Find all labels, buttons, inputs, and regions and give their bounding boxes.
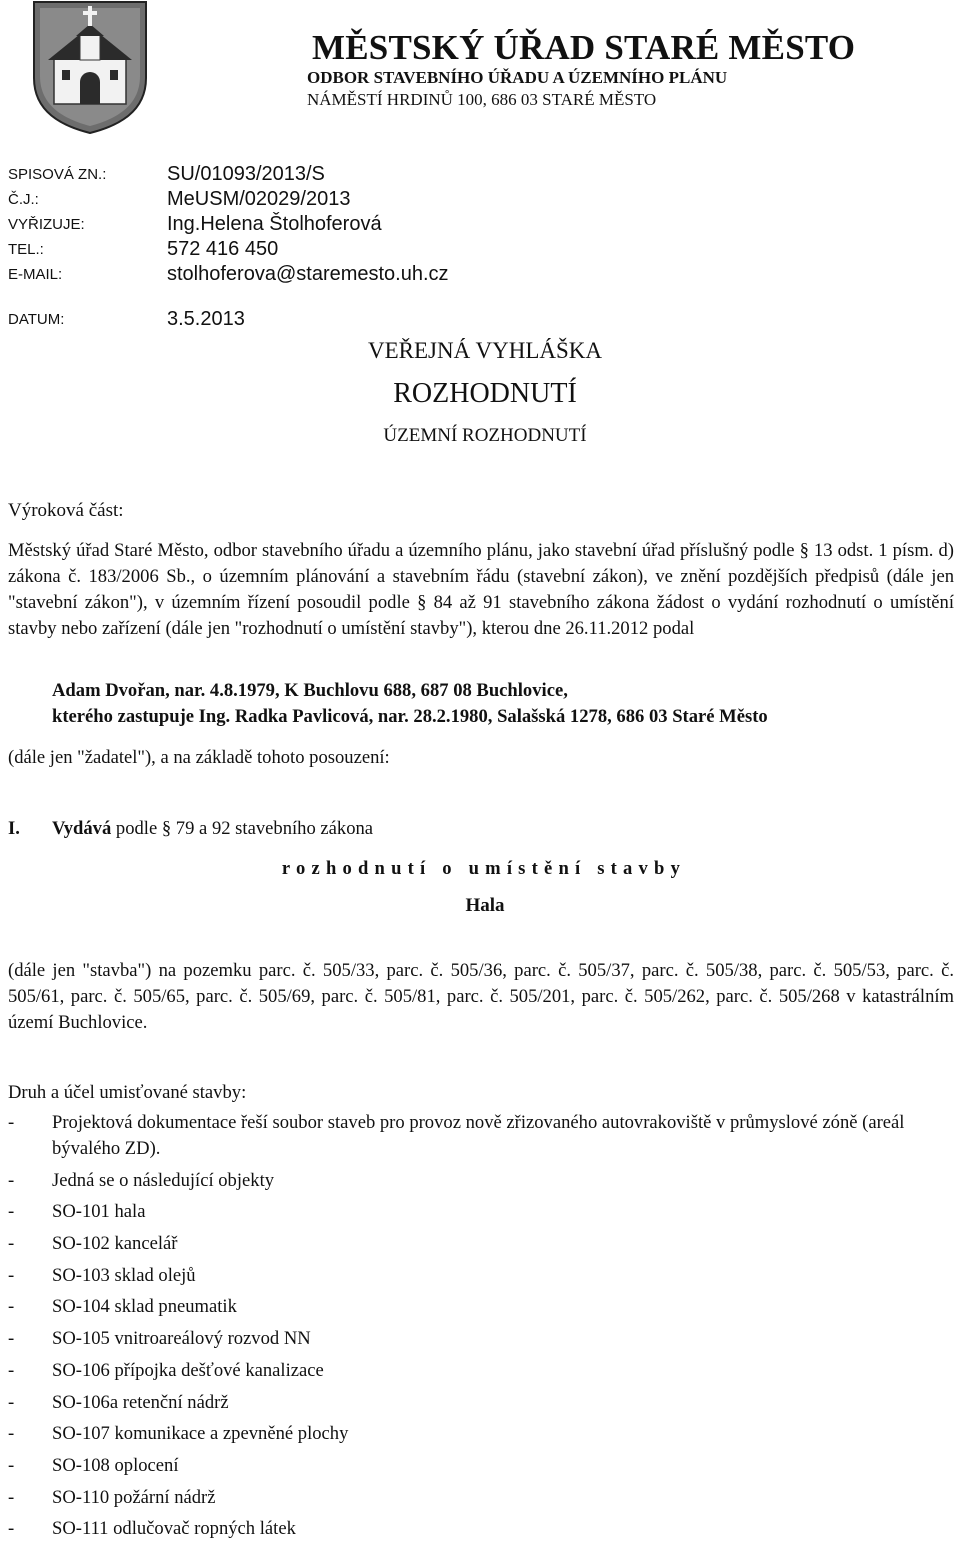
- representative-line: kterého zastupuje Ing. Radka Pavlicová, nar. 28.2.1980, Salašská 1278, 686 03 Staré Město: [52, 706, 768, 727]
- applicant-line: Adam Dvořan, nar. 4.8.1979, K Buchlovu 688, 687 08 Buchlovice,: [52, 680, 568, 701]
- list-item: - SO-106 přípojka dešťové kanalizace: [8, 1359, 324, 1381]
- section-numeral: I.: [8, 818, 20, 839]
- objects-list: [8, 1110, 954, 1542]
- list-item: - SO-111 odlučovač ropných látek: [8, 1518, 296, 1540]
- decision-type: rozhodnutí o umístění stavby: [281, 858, 687, 879]
- list-item: - SO-104 sklad pneumatik: [8, 1296, 237, 1318]
- meta-label: VYŘIZUJE:: [8, 216, 85, 233]
- applicant-note: (dále jen "žadatel"), a na základě tohoto posouzení:: [8, 747, 390, 768]
- issue-statement: [8, 818, 373, 840]
- meta-value: MeUSM/02029/2013: [167, 188, 351, 210]
- decision-heading: ROZHODNUTÍ: [393, 378, 577, 409]
- meta-value: 572 416 450: [167, 238, 279, 260]
- list-item: - SO-105 vnitroareálový rozvod NN: [8, 1328, 311, 1350]
- list-item: - Projektová dokumentace řeší soubor staveb pro provoz nově zřizovaného autovrakoviště v průmyslové zóně (areál bývalého ZD).: [8, 1112, 905, 1159]
- building-name: Hala: [465, 895, 505, 916]
- meta-label: SPISOVÁ ZN.:: [8, 166, 107, 183]
- meta-label: E-MAIL:: [8, 266, 63, 283]
- meta-label: TEL.:: [8, 241, 44, 258]
- parcels-paragraph: (dále jen "stavba") na pozemku parc. č. 505/33, parc. č. 505/36, parc. č. 505/37, parc. č. 505/38, parc. č. 505/53, parc. č. 505/61, parc. č. 505/65, parc. č. 505/69, parc. č. 505/81, parc. č. 505/201, parc. č. 505/262, parc. č. 505/268 v katastrálním území Buchlovice.: [8, 960, 954, 1033]
- issue-verb: Vydává: [52, 818, 112, 839]
- meta-value: Ing.Helena Štolhoferová: [167, 213, 382, 235]
- list-item: - SO-107 komunikace a zpevněné plochy: [8, 1423, 349, 1445]
- office-title: MĚSTSKÝ ÚŘAD STARÉ MĚSTO: [312, 28, 856, 67]
- meta-label: DATUM:: [8, 311, 65, 328]
- coat-of-arms-logo: [30, 0, 150, 135]
- list-item: - SO-110 požární nádrž: [8, 1486, 216, 1508]
- issue-text: podle § 79 a 92 stavebního zákona: [111, 818, 374, 839]
- meta-label: Č.J.:: [8, 191, 39, 208]
- list-item: - SO-108 oplocení: [8, 1454, 179, 1476]
- intro-paragraph: Městský úřad Staré Město, odbor stavebního úřadu a územního plánu, jako stavební úřad příslušný podle § 13 odst. 1 písm. d) zákona č. 183/2006 Sb., o územním plánování a stavebním řádu (stavební zákon), ve znění pozdějších předpisů (dále jen "stavební zákon"), v územním řízení posoudil podle § 84 až 91 stavebního zákona žádost o vydání rozhodnutí o umístění stavby nebo zařízení (dále jen "rozhodnutí o umístění stavby"), kterou dne 26.11.2012 podal: [8, 540, 954, 639]
- list-item: - SO-101 hala: [8, 1201, 146, 1223]
- list-item: - SO-102 kancelář: [8, 1233, 178, 1255]
- territorial-decision-heading: ÚZEMNÍ ROZHODNUTÍ: [383, 425, 587, 446]
- meta-value: stolhoferova@staremesto.uh.cz: [167, 263, 449, 285]
- department-name: ODBOR STAVEBNÍHO ÚŘADU A ÚZEMNÍHO PLÁNU: [307, 68, 728, 87]
- public-notice-heading: VEŘEJNÁ VYHLÁŠKA: [367, 338, 603, 363]
- list-item: - Jedná se o následující objekty: [8, 1169, 275, 1191]
- list-item: - SO-106a retenční nádrž: [8, 1391, 229, 1413]
- list-item: - SO-103 sklad olejů: [8, 1264, 196, 1286]
- purpose-label: Druh a účel umisťované stavby:: [8, 1082, 247, 1103]
- meta-value: SU/01093/2013/S: [167, 163, 325, 185]
- office-address: NÁMĚSTÍ HRDINŮ 100, 686 03 STARÉ MĚSTO: [307, 90, 657, 109]
- operative-part-label: Výroková část:: [8, 500, 124, 521]
- meta-value: 3.5.2013: [167, 308, 245, 330]
